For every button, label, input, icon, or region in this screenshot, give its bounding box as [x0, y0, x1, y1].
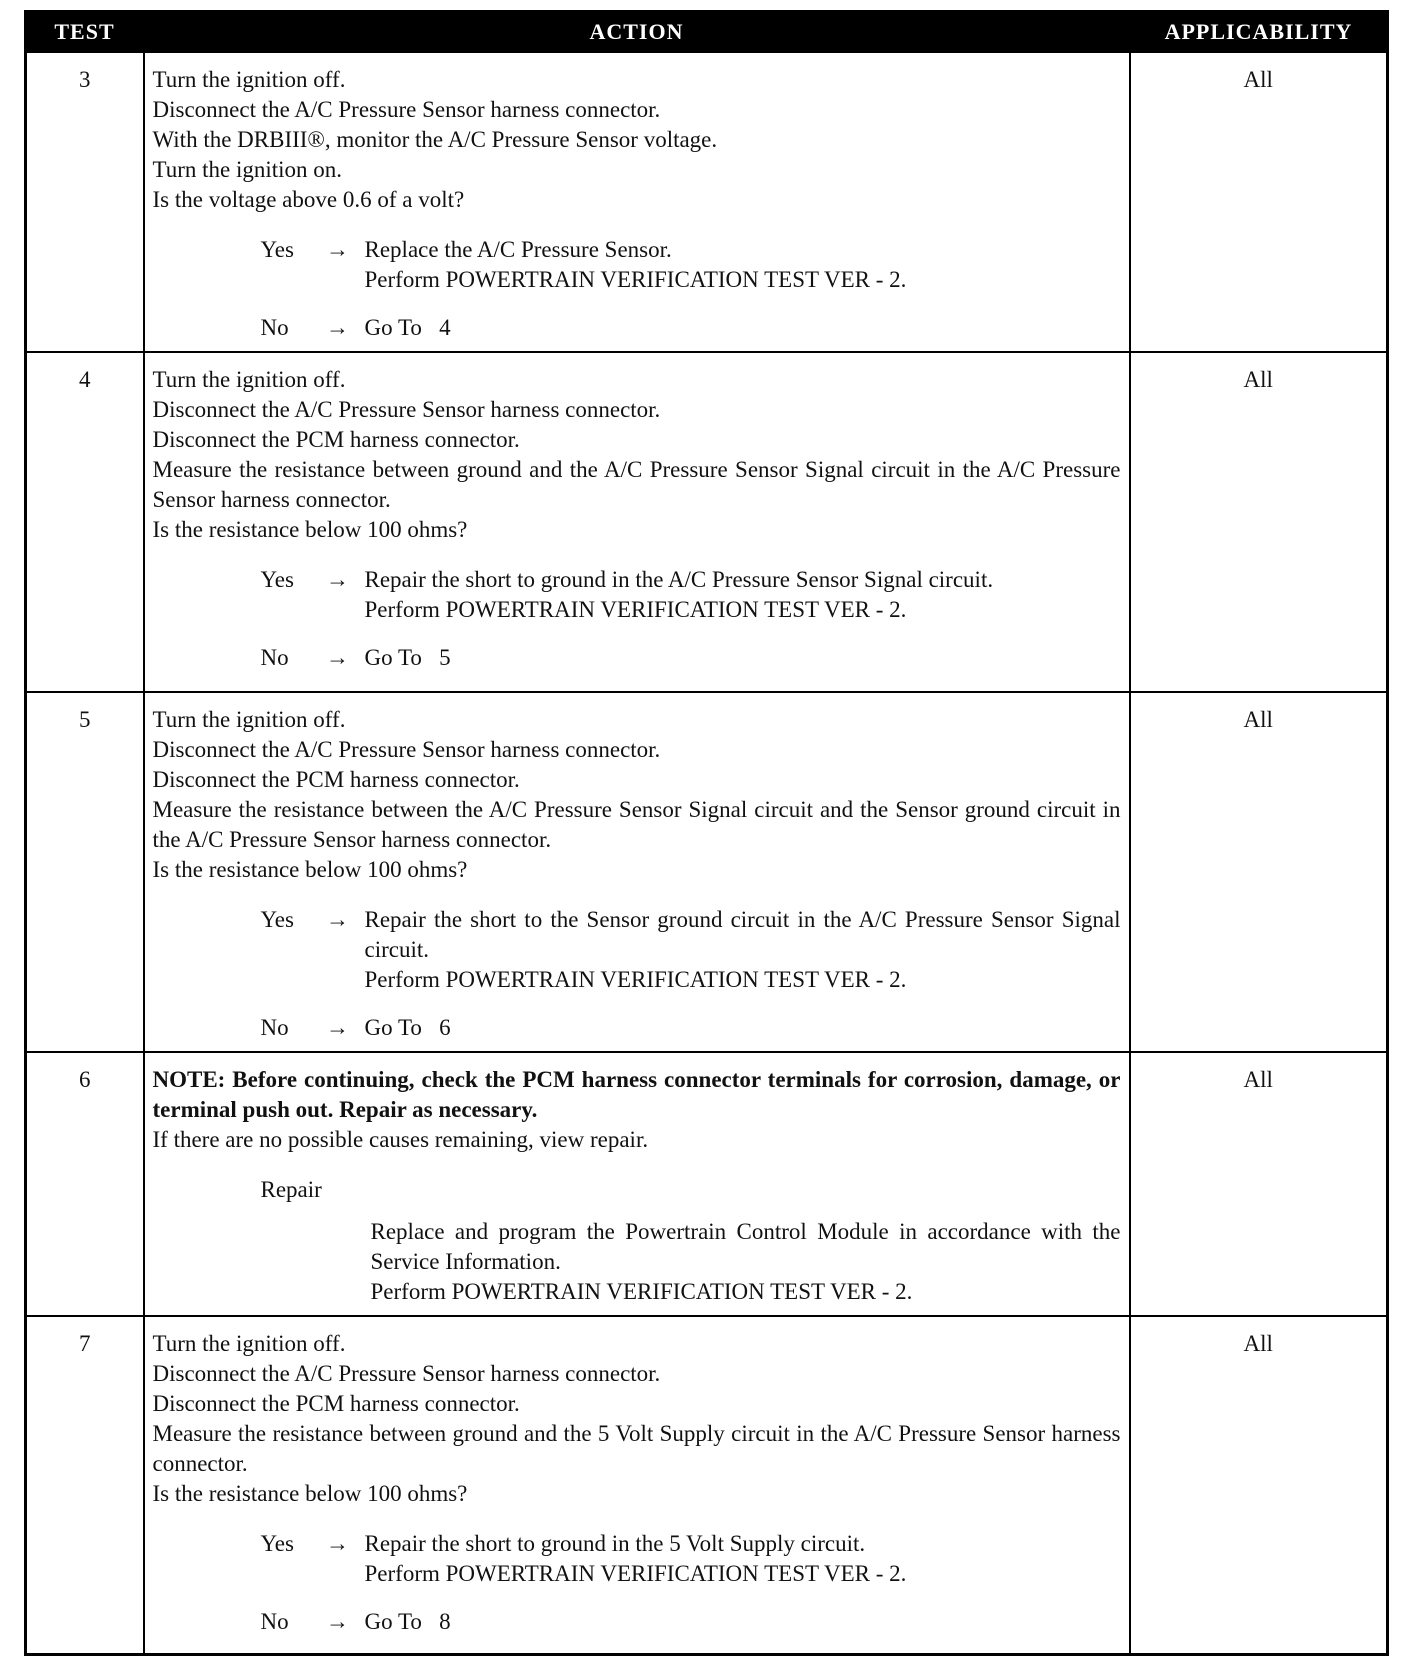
- action-cell: [144, 352, 1130, 692]
- no-branch: [261, 643, 1121, 673]
- no-result: Go To 5: [364, 645, 451, 670]
- action-step: Disconnect the PCM harness connector.: [152, 767, 520, 792]
- action-step: Disconnect the A/C Pressure Sensor harness connector.: [152, 1361, 661, 1386]
- action-question: Is the voltage above 0.6 of a volt?: [152, 187, 465, 212]
- action-cell: [144, 1316, 1130, 1655]
- table-row: [26, 692, 1388, 1052]
- yes-branch: [261, 1529, 1121, 1589]
- right-arrow-icon: →: [326, 237, 349, 262]
- yes-label: Yes: [260, 237, 294, 262]
- no-result: Go To 4: [364, 315, 451, 340]
- action-step: Disconnect the PCM harness connector.: [152, 1391, 520, 1416]
- repair-result: [371, 1217, 1121, 1307]
- no-branch: [261, 1013, 1121, 1043]
- no-label: No: [260, 1609, 289, 1634]
- action-cell: [144, 52, 1130, 352]
- yes-result: [365, 1529, 1121, 1589]
- right-arrow-icon: →: [326, 1609, 349, 1634]
- applicability-value: All: [1130, 352, 1388, 692]
- right-arrow-icon: →: [326, 907, 349, 932]
- table-row: [26, 352, 1388, 692]
- table-row: [26, 1316, 1388, 1655]
- note-text: NOTE: Before continuing, check the PCM harness connector terminals for corrosion, damage, or terminal push out. Repair as necessary.: [152, 1067, 1121, 1122]
- action-cell: [144, 1052, 1130, 1316]
- test-number: 6: [26, 1052, 144, 1316]
- action-step: Turn the ignition off.: [152, 367, 346, 392]
- diagnostic-test-table: [24, 10, 1389, 1656]
- action-step: Disconnect the A/C Pressure Sensor harness connector.: [152, 737, 661, 762]
- table-header-row: [26, 12, 1388, 53]
- repair-label: Repair: [260, 1177, 322, 1202]
- yes-result: [365, 235, 1121, 295]
- no-branch: [261, 1607, 1121, 1637]
- right-arrow-icon: →: [326, 315, 349, 340]
- right-arrow-icon: →: [326, 645, 349, 670]
- no-branch: [261, 313, 1121, 343]
- yes-result-line: Perform POWERTRAIN VERIFICATION TEST VER - 2.: [364, 267, 907, 292]
- yes-result-line: Repair the short to ground in the A/C Pressure Sensor Signal circuit.: [364, 567, 994, 592]
- header-test: TEST: [26, 12, 144, 53]
- action-cell: [144, 692, 1130, 1052]
- action-step: If there are no possible causes remaining, view repair.: [152, 1127, 649, 1152]
- action-step: Disconnect the A/C Pressure Sensor harness connector.: [152, 97, 661, 122]
- no-result: Go To 8: [364, 1609, 451, 1634]
- yes-result-line: Repair the short to ground in the 5 Volt Supply circuit.: [364, 1531, 866, 1556]
- right-arrow-icon: →: [326, 1015, 349, 1040]
- right-arrow-icon: →: [326, 1531, 349, 1556]
- action-step: Turn the ignition off.: [152, 1331, 346, 1356]
- repair-line: Perform POWERTRAIN VERIFICATION TEST VER - 2.: [370, 1279, 913, 1304]
- yes-result-line: Perform POWERTRAIN VERIFICATION TEST VER - 2.: [364, 967, 907, 992]
- test-number: 4: [26, 352, 144, 692]
- action-question: Is the resistance below 100 ohms?: [152, 1481, 468, 1506]
- table-row: [26, 52, 1388, 352]
- header-applicability: APPLICABILITY: [1130, 12, 1388, 53]
- action-step: Turn the ignition on.: [152, 157, 343, 182]
- action-step: Turn the ignition off.: [152, 67, 346, 92]
- right-arrow-icon: →: [326, 567, 349, 592]
- yes-branch: [261, 565, 1121, 625]
- table-row: [26, 1052, 1388, 1316]
- no-label: No: [260, 315, 289, 340]
- no-label: No: [260, 645, 289, 670]
- action-step: Disconnect the A/C Pressure Sensor harness connector.: [152, 397, 661, 422]
- applicability-value: All: [1130, 1052, 1388, 1316]
- no-result: Go To 6: [364, 1015, 451, 1040]
- applicability-value: All: [1130, 1316, 1388, 1655]
- action-step: Turn the ignition off.: [152, 707, 346, 732]
- action-step: Measure the resistance between ground and the A/C Pressure Sensor Signal circuit in the A/C Pressure Sensor harness connector.: [152, 457, 1121, 512]
- applicability-value: All: [1130, 52, 1388, 352]
- header-action: ACTION: [144, 12, 1130, 53]
- action-step: Measure the resistance between ground and the 5 Volt Supply circuit in the A/C Pressure Sensor harness connector.: [152, 1421, 1121, 1476]
- action-question: Is the resistance below 100 ohms?: [152, 517, 468, 542]
- yes-branch: [261, 905, 1121, 995]
- yes-result: [365, 905, 1121, 995]
- yes-result-line: Perform POWERTRAIN VERIFICATION TEST VER - 2.: [364, 597, 907, 622]
- test-number: 3: [26, 52, 144, 352]
- test-number: 7: [26, 1316, 144, 1655]
- yes-branch: [261, 235, 1121, 295]
- action-step: Disconnect the PCM harness connector.: [152, 427, 520, 452]
- test-number: 5: [26, 692, 144, 1052]
- yes-label: Yes: [260, 907, 294, 932]
- repair-line: Replace and program the Powertrain Control Module in accordance with the Service Information.: [370, 1219, 1121, 1274]
- action-question: Is the resistance below 100 ohms?: [152, 857, 468, 882]
- no-label: No: [260, 1015, 289, 1040]
- yes-label: Yes: [260, 567, 294, 592]
- yes-result-line: Perform POWERTRAIN VERIFICATION TEST VER - 2.: [364, 1561, 907, 1586]
- action-step: Measure the resistance between the A/C Pressure Sensor Signal circuit and the Sensor ground circuit in the A/C Pressure Sensor harness connector.: [152, 797, 1121, 852]
- applicability-value: All: [1130, 692, 1388, 1052]
- action-step: With the DRBIII®, monitor the A/C Pressure Sensor voltage.: [152, 127, 718, 152]
- yes-result: [365, 565, 1121, 625]
- yes-label: Yes: [260, 1531, 294, 1556]
- yes-result-line: Replace the A/C Pressure Sensor.: [364, 237, 672, 262]
- yes-result-line: Repair the short to the Sensor ground circuit in the A/C Pressure Sensor Signal circuit.: [364, 907, 1121, 962]
